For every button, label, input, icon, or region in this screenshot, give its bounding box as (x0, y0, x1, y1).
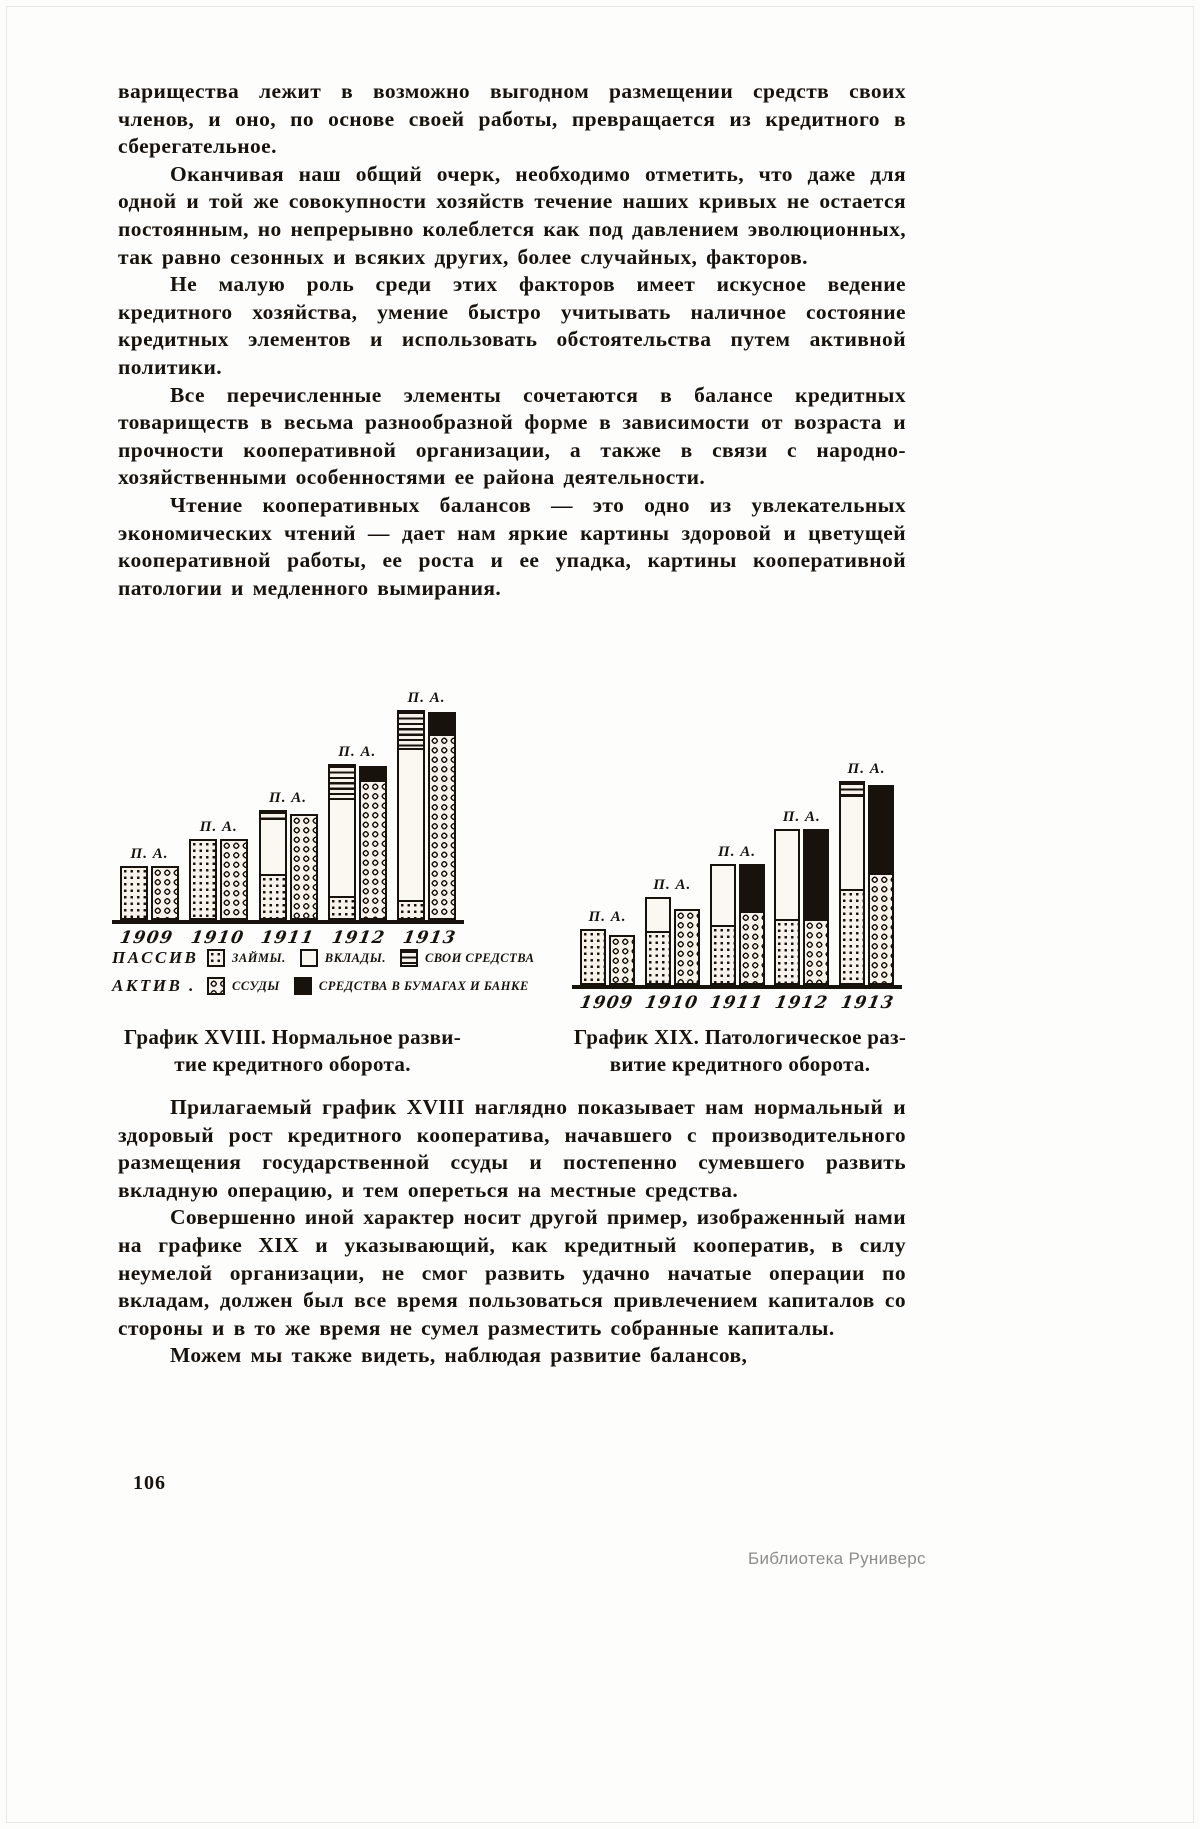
bar-segment-circles (611, 937, 633, 983)
bar-segment-dots (647, 933, 669, 983)
bar-passive-1910 (189, 839, 217, 920)
body-text-top (118, 78, 906, 602)
pair-label: П. А. (199, 819, 238, 835)
paragraph: Совершенно иной характер носит другой пример, изображенный нами на графике XIX и указывающий, как кредитный кооператив, в силу неумелой организации, не смог развить удачно начатые операции по вкладам, должен был все время пользоваться привлечением капиталов со стороны и в то же время не сумел разместить собранные капиталы. (118, 1205, 906, 1340)
paragraph: Чтение кооперативных балансов — это одно из увлекательных экономических чтений — дает нам яркие картины здоровой и цветущей кооперативной работы, ее роста и ее упадка, картины кооперативной патологии и медленного вымирания. (118, 492, 906, 600)
year-label: 1911 (259, 928, 317, 948)
chart-xviii-years (112, 928, 464, 948)
bar-passive-1913 (397, 710, 425, 920)
legend-swatch-dots (207, 949, 225, 967)
bar-segment-white (261, 820, 285, 876)
year-label: 1911 (708, 993, 766, 1013)
legend-row (112, 976, 592, 996)
bar-segment-circles (676, 911, 698, 983)
caption-line: График XVIII. Нормальное разви- (124, 1025, 461, 1049)
legend-item-label: ССУДЫ (232, 978, 280, 993)
legend-item-label: ЗАЙМЫ. (232, 950, 286, 965)
bar-segment-circles (741, 913, 763, 983)
pair-label: П. А. (130, 846, 169, 862)
year-label: 1910 (188, 928, 246, 948)
bar-segment-black (870, 787, 892, 875)
chart-xix-plot (572, 755, 902, 989)
bar-segment-black (741, 866, 763, 913)
bar-segment-white (647, 899, 669, 933)
bar-segment-circles (870, 875, 892, 983)
bar-segment-dots (841, 891, 863, 983)
pair-label: П. А. (718, 844, 756, 860)
legend-row-label: ПАССИВ (112, 948, 199, 967)
bar-segment-dots (712, 927, 734, 983)
bar-group-1910 (645, 877, 700, 985)
legend-swatch-white (300, 949, 318, 967)
bar-passive-1912 (328, 764, 356, 920)
bar-segment-black (430, 714, 454, 736)
bar-segment-white (776, 831, 798, 921)
year-label: 1912 (330, 928, 388, 948)
bar-segment-circles (361, 782, 385, 918)
legend-swatch-circles (207, 977, 225, 995)
bar-active-1910 (220, 839, 248, 920)
pair-label: П. А. (653, 877, 692, 893)
bar-segment-hlines (261, 812, 285, 820)
pair-label: П. А. (407, 690, 446, 706)
caption-line: тие кредитного оборота. (174, 1052, 411, 1076)
bar-segment-circles (430, 736, 454, 918)
bar-passive-1912 (774, 829, 800, 985)
year-label: 1910 (643, 993, 701, 1013)
paragraph: Можем мы также видеть, наблюдая развитие балансов, (170, 1343, 748, 1368)
legend-item-label: ВКЛАДЫ. (324, 950, 386, 965)
bar-segment-circles (153, 868, 177, 918)
bar-active-1913 (428, 712, 456, 920)
bar-segment-white (712, 866, 734, 927)
bar-segment-dots (776, 921, 798, 983)
pair-label: П. А. (588, 909, 627, 925)
paragraph: варищества лежит в возможно выгодном размещении средств своих членов, и оно, по основе своей работы, превращается из кредитного в сберегательное. (118, 79, 906, 159)
bar-active-1912 (359, 766, 387, 920)
legend-row-label: АКТИВ . (112, 976, 196, 995)
bar-active-1909 (609, 935, 635, 985)
bar-active-1910 (674, 909, 700, 985)
pair-label: П. А. (269, 790, 307, 806)
legend-row (112, 948, 592, 968)
bar-group-1911 (259, 790, 318, 920)
year-label: 1912 (773, 993, 831, 1013)
bar-active-1912 (803, 829, 829, 985)
bar-segment-dots (261, 876, 285, 918)
bar-segment-white (399, 750, 423, 902)
bar-passive-1909 (120, 866, 148, 920)
chart-legend (112, 948, 592, 1004)
pair-label: П. А. (782, 809, 821, 825)
year-label: 1913 (400, 928, 458, 948)
chart-xix (572, 755, 902, 1013)
library-watermark: Библиотека Руниверс (748, 1549, 926, 1568)
bar-passive-1913 (839, 781, 865, 985)
bar-segment-white (330, 800, 354, 898)
paragraph: Все перечисленные элементы сочетаются в балансе кредитных товариществ в весьма разнообразной форме в зависимости от возраста и прочности кооперативной организации, а также в связи с народно-хозяйственными особенностями ее района деятельности. (118, 382, 906, 490)
caption-line: витие кредитного оборота. (609, 1052, 871, 1076)
bar-passive-1910 (645, 897, 671, 985)
bar-group-1912 (774, 809, 829, 985)
legend-item-label: СВОИ СРЕДСТВА (424, 950, 535, 965)
bar-segment-white (841, 797, 863, 891)
chart-xviii-plot (112, 682, 464, 924)
caption-line: График XIX. Патологическое раз- (573, 1025, 907, 1049)
bar-passive-1911 (259, 810, 287, 920)
paragraph: Не малую роль среди этих факторов имеет искусное ведение кредитного хозяйства, умение быстро учитывать наличное состояние кредитных элементов и использовать обстоятельства путем активной политики. (118, 272, 906, 379)
bar-segment-black (805, 831, 827, 921)
chart-xix-years (572, 993, 902, 1013)
bar-segment-dots (399, 902, 423, 918)
bar-segment-circles (222, 841, 246, 918)
bar-segment-hlines (841, 783, 863, 797)
year-label: 1909 (578, 993, 636, 1013)
figure-caption-xix (540, 1024, 940, 1078)
bar-active-1909 (151, 866, 179, 920)
bar-group-1911 (710, 844, 765, 985)
figure-caption-xviii (105, 1024, 480, 1078)
bar-segment-dots (122, 868, 146, 918)
year-label: 1913 (838, 993, 896, 1013)
paragraph: Прилагаемый график XVIII наглядно показывает нам нормальный и здоровый рост кредитного кооператива, начавшего с производительного размещения государственной ссуды и постепенно сумевшего развить вкладную операцию, и тем опереться на местные средства. (118, 1095, 906, 1202)
bar-group-1913 (397, 690, 456, 920)
page-number: 106 (133, 1472, 166, 1494)
bar-segment-hlines (399, 712, 423, 750)
legend-swatch-black (294, 977, 312, 995)
bar-group-1913 (839, 761, 894, 985)
bar-segment-circles (292, 816, 316, 918)
bar-active-1911 (739, 864, 765, 985)
bar-active-1913 (868, 785, 894, 985)
body-text-bottom (118, 1094, 906, 1370)
legend-item-label: СРЕДСТВА В БУМАГАХ И БАНКЕ (318, 978, 529, 993)
chart-xviii (112, 682, 464, 948)
pair-label: П. А. (338, 744, 377, 760)
bar-group-1910 (189, 819, 248, 920)
paragraph: Оканчивая наш общий очерк, необходимо отметить, что даже для одной и той же совокупности хозяйств течение наших кривых не остается постоянным, но непрерывно колеблется как под давлением эволюционных, так равно сезонных и всяких других, более случайных, факторов. (118, 161, 906, 269)
bar-group-1912 (328, 744, 387, 920)
bar-segment-black (361, 768, 385, 782)
bar-passive-1911 (710, 864, 736, 985)
bar-segment-hlines (330, 766, 354, 800)
legend-swatch-hlines (400, 949, 418, 967)
bar-segment-dots (191, 841, 215, 918)
year-label: 1909 (118, 928, 176, 948)
bar-group-1909 (120, 846, 179, 920)
bar-active-1911 (290, 814, 318, 920)
bar-segment-dots (330, 898, 354, 918)
pair-label: П. А. (847, 761, 886, 777)
bar-segment-circles (805, 921, 827, 983)
